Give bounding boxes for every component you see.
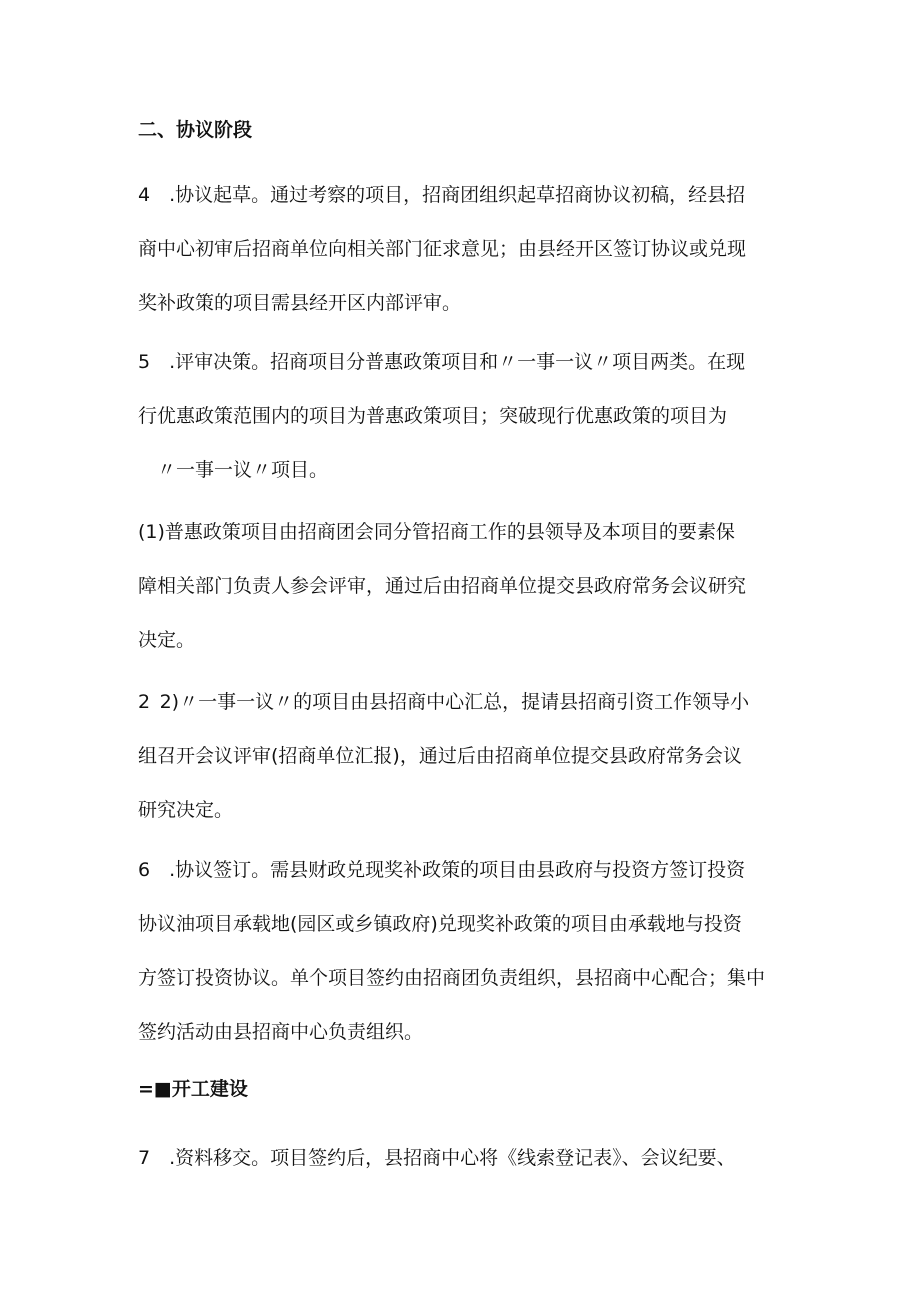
text-line: 障相关部门负责人参会评审，通过后由招商单位提交县政府常务会议研究 [138, 575, 747, 597]
text-line: 研究决定。 [138, 799, 234, 821]
text-line: 5 .评审决策。招商项目分普惠政策项目和〃一事一议〃项目两类。在现 [138, 351, 746, 373]
paragraph-6-agreement-signing [138, 843, 788, 1059]
text-line: 2 2)〃一事一议〃的项目由县招商中心汇总，提请县招商引资工作领导小 [138, 691, 750, 713]
text-line: 组召开会议评审(招商单位汇报)，通过后由招商单位提交县政府常务会议 [138, 745, 742, 767]
text-line: 签约活动由县招商中心负责组织。 [138, 1021, 424, 1043]
text-line: 7 .资料移交。项目签约后，县招商中心将《线索登记表》、会议纪要、 [138, 1147, 736, 1169]
text-line: 4 .协议起草。通过考察的项目，招商团组织起草招商协议初稿，经县招 [138, 184, 746, 206]
paragraph-5-review-decision [138, 335, 788, 497]
section-heading-construction: =■开工建设 [138, 1078, 248, 1100]
paragraph-4-agreement-drafting [138, 168, 788, 330]
text-line: 〃一事一议〃项目。 [138, 459, 329, 481]
text-line: 决定。 [138, 629, 196, 651]
text-line: 方签订投资协议。单个项目签约由招商团负责组织，县招商中心配合；集中 [138, 967, 766, 989]
paragraph-5-1-general-policy [138, 505, 788, 667]
paragraph-7-document-handover [138, 1131, 788, 1185]
section-heading-agreement-stage: 二、协议阶段 [138, 119, 253, 141]
text-line: 6 .协议签订。需县财政兑现奖补政策的项目由县政府与投资方签订投资 [138, 859, 746, 881]
text-line: 协议油项目承载地(园区或乡镇政府)兑现奖补政策的项目由承载地与投资 [138, 913, 742, 935]
text-line: 行优惠政策范围内的项目为普惠政策项目；突破现行优惠政策的项目为 [138, 405, 728, 427]
text-line: (1)普惠政策项目由招商团会同分管招商工作的县领导及本项目的要素保 [138, 521, 735, 543]
paragraph-5-2-case-by-case [138, 675, 788, 837]
text-line: 商中心初审后招商单位向相关部门征求意见；由县经开区签订协议或兑现 [138, 238, 747, 260]
text-line: 奖补政策的项目需县经开区内部评审。 [138, 292, 462, 314]
